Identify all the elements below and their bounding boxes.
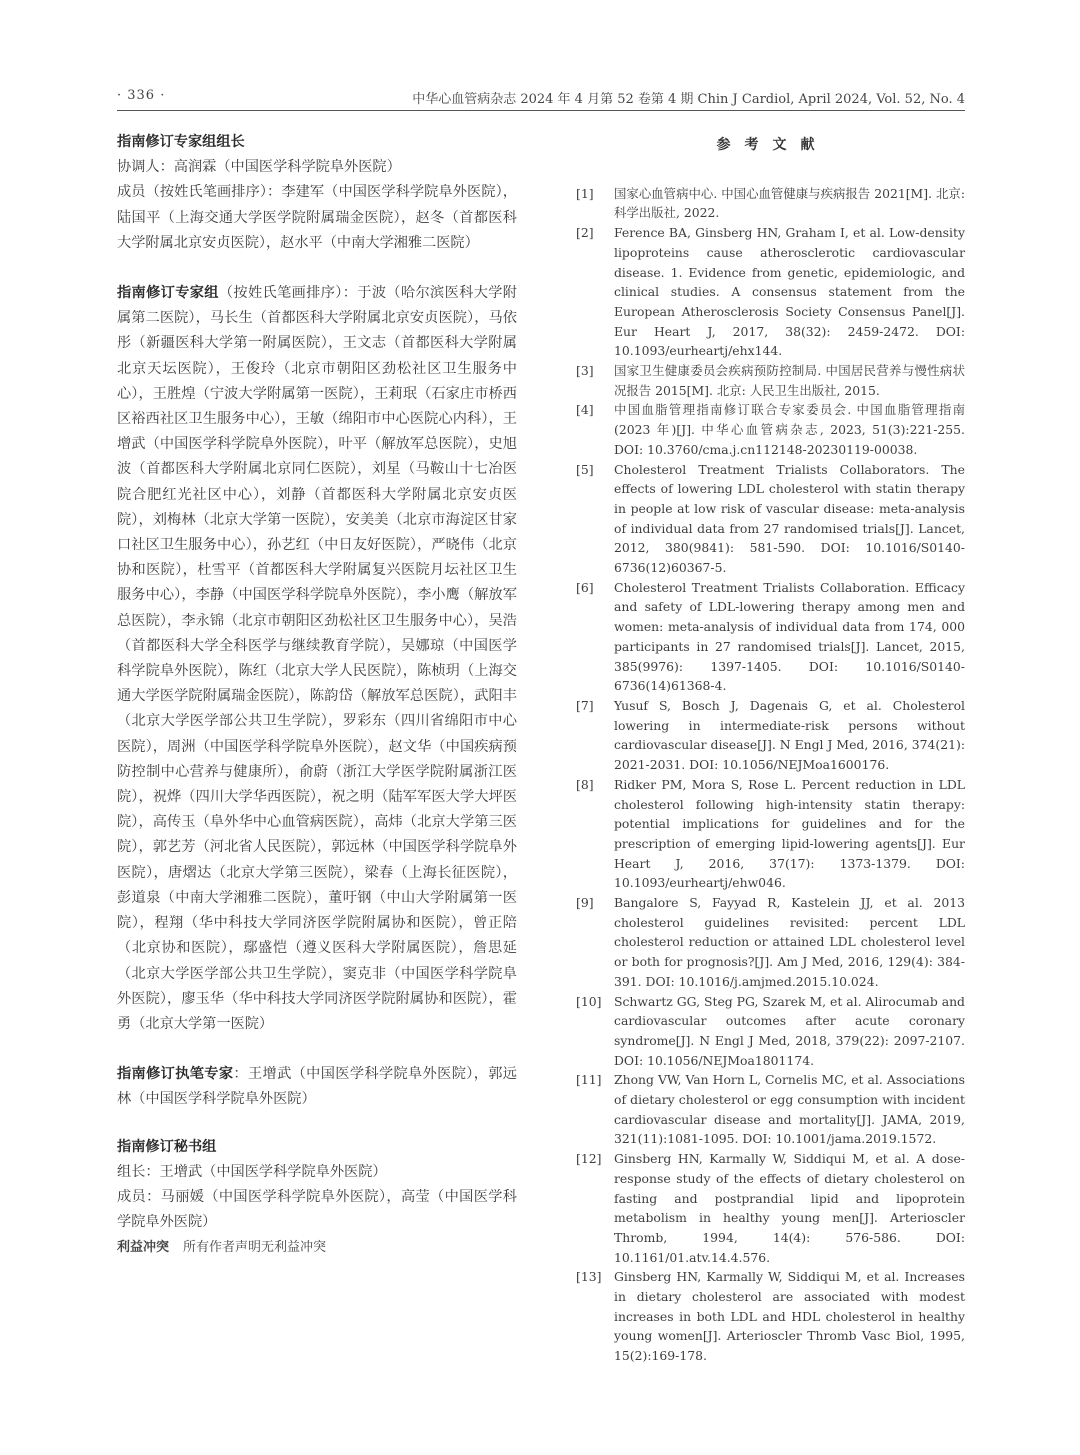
reference-text: Yusuf S, Bosch J, Dagenais G, et al. Cholesterol lowering in intermediate-risk persons without cardiovascular disease[J]. N Engl J Med, 2016, 374(21): 2021-2031. DOI: 10.1056/NEJMoa1600176. — [614, 697, 965, 773]
reference-number: [10] — [576, 993, 602, 1009]
writers-label: 指南修订执笔专家 — [117, 1066, 234, 1083]
reference-number: [5] — [576, 461, 594, 477]
reference-text: Schwartz GG, Steg PG, Szarek M, et al. Alirocumab and cardiovascular outcomes after acute coronary syndrome[J]. N Engl J Med, 2018, 379(22): 2097-2107. DOI: 10.1056/NEJMoa1801174. — [614, 993, 965, 1068]
writers — [117, 1062, 517, 1112]
reference-item — [566, 1267, 965, 1366]
expert-group-label: 指南修订专家组 — [117, 285, 219, 302]
reference-text: Cholesterol Treatment Trialists Collaboration. Efficacy and safety of LDL-lowering therapy among men and women: meta-analysis of individual data from 174, 000 participants in 27 randomised trials[J]. Lancet, 2015, 385(9976): 1397-1405. DOI: 10.1016/S0140-6736(14)61368-4. — [614, 579, 965, 694]
reference-item — [566, 696, 965, 775]
reference-item — [566, 1149, 965, 1267]
conflict-label: 利益冲突 — [117, 1240, 170, 1256]
group-leader-heading: 指南修订专家组组长 — [117, 134, 245, 150]
reference-item — [566, 223, 965, 361]
reference-text: 国家卫生健康委员会疾病预防控制局. 中国居民营养与慢性病状况报告 2015[M]. 北京: 人民卫生出版社, 2015. — [614, 363, 965, 398]
reference-number: [9] — [576, 895, 594, 911]
secretary-members: 成员：马丽媛（中国医学科学院阜外医院），高莹（中国医学科学院阜外医院） — [117, 1188, 517, 1231]
reference-item — [566, 893, 965, 992]
references-column — [566, 130, 965, 1366]
leader-members: 成员（按姓氏笔画排序）：李建军（中国医学科学院阜外医院），陆国平（上海交通大学医学院附属瑞金医院），赵冬（首都医科大学附属北京安贞医院），赵水平（中南大学湘雅二医院） — [117, 184, 517, 251]
reference-number: [7] — [576, 697, 594, 713]
reference-number: [2] — [576, 225, 594, 241]
reference-text: 国家心血管病中心. 中国心血管健康与疾病报告 2021[M]. 北京: 科学出版社, 2022. — [614, 185, 965, 221]
reference-text: Bangalore S, Fayyad R, Kastelein JJ, et al. 2013 cholesterol guidelines revisited: percent LDL cholesterol reduction or attained LDL cholesterol level or both for prognosis?[J]. Am J Med, 2016, 129(4): 384-391. DOI: 10.1016/j.amjmed.2015.10.024. — [614, 895, 965, 989]
coordinator: 协调人：高润霖（中国医学科学院阜外医院） — [117, 159, 401, 176]
reference-item — [566, 460, 965, 578]
reference-text: Ginsberg HN, Karmally W, Siddiqui M, et al. Increases in dietary cholesterol are associated with modest increases in both LDL and HDL cholesterol in healthy young women[J]. Arterioscler Thromb Vasc Biol, 1995, 15(2):169-178. — [614, 1269, 965, 1364]
reference-item — [566, 578, 965, 696]
reference-item — [566, 775, 965, 893]
reference-item — [566, 992, 965, 1071]
reference-number: [12] — [576, 1151, 602, 1167]
reference-number: [4] — [576, 402, 594, 418]
references-heading: 参考文献 — [716, 137, 829, 153]
reference-text: Zhong VW, Van Horn L, Cornelis MC, et al. Associations of dietary cholesterol or egg consumption with incident cardiovascular disease and mortality[J]. JAMA, 2019, 321(11):1081-1095. DOI: 10.1001/jama.2019.1572. — [614, 1072, 965, 1147]
reference-item — [566, 361, 965, 400]
expert-group — [117, 281, 517, 1037]
secretary-leader: 组长：王增武（中国医学科学院阜外医院） — [117, 1163, 387, 1180]
page-number: · 336 · — [117, 88, 166, 103]
reference-number: [8] — [576, 776, 594, 792]
reference-text: Ginsberg HN, Karmally W, Siddiqui M, et al. A dose-response study of the effects of dietary cholesterol on fasting and postprandial lipid and lipoprotein metabolism in healthy young men[J]. Arterioscler Thromb, 1994, 14(4): 576-586. DOI: 10.1161/01.atv.14.4.576. — [614, 1151, 965, 1265]
reference-number: [13] — [576, 1269, 602, 1285]
reference-item — [566, 184, 965, 223]
reference-number: [11] — [576, 1072, 602, 1088]
secretary-heading: 指南修订秘书组 — [117, 1138, 217, 1155]
reference-text: Ridker PM, Mora S, Rose L. Percent reduction in LDL cholesterol following high-intensity statin therapy: potential implications for guidelines and for the prescription of emerging lipid-lowering agents[J]. Eur Heart J, 2016, 37(17): 1373-1379. DOI: 10.1093/eurheartj/ehw046. — [614, 776, 965, 891]
reference-list — [566, 184, 965, 1366]
reference-number: [1] — [576, 185, 594, 201]
reference-number: [3] — [576, 363, 594, 379]
reference-item — [566, 1070, 965, 1149]
reference-number: [6] — [576, 579, 594, 595]
reference-text: Ference BA, Ginsberg HN, Graham I, et al. Low-density lipoproteins cause atherosclerotic cardiovascular disease. 1. Evidence from genetic, epidemiologic, and clinical studies. A consensus statement from the European Atherosclerosis Society Consensus Panel[J]. Eur Heart J, 2017, 38(32): 2459-2472. DOI: 10.1093/eurheartj/ehx144. — [614, 225, 965, 359]
header-divider — [117, 110, 965, 111]
reference-item — [566, 400, 965, 459]
reference-text: 中国血脂管理指南修订联合专家委员会. 中国血脂管理指南(2023 年)[J]. 中华心血管病杂志, 2023, 51(3):221-255. DOI: 10.3760/cma.j.cn112148-20230119-00038. — [614, 402, 965, 457]
page-header — [117, 86, 965, 110]
journal-citation: 中华心血管病杂志 2024 年 4 月第 52 卷第 4 期 Chin J Cardiol, April 2024, Vol. 52, No. 4 — [412, 92, 965, 107]
conflict-statement — [117, 1237, 517, 1259]
author-column — [117, 130, 517, 1259]
reference-text: Cholesterol Treatment Trialists Collaborators. The effects of lowering LDL cholesterol with statin therapy in people at low risk of vascular disease: meta-analysis of individual data from 27 randomised trials[J]. Lancet, 2012, 380(9841): 581-590. DOI: 10.1016/S0140-6736(12)60367-5. — [614, 461, 965, 576]
conflict-text: 所有作者声明无利益冲突 — [183, 1240, 327, 1256]
writers-list: ：王增武（中国医学科学院阜外医院），郭远林（中国医学科学院阜外医院） — [117, 1066, 517, 1108]
expert-group-list: （按姓氏笔画排序）：于波（哈尔滨医科大学附属第二医院），马长生（首都医科大学附属北京安贞医院），马依彤（新疆医科大学第一附属医院），王文志（首都医科大学附属北京天坛医院），王俊玲（北京市朝阳区劲松社区卫生服务中心），王胜煌（宁波大学附属第一医院），王莉珉（石家庄市桥西区裕西社区卫生服务中心），王敏（绵阳市中心医院心内科），王增武（中国医学科学院阜外医院），叶平（解放军总医院），史旭波（首都医科大学附属北京同仁医院），刘星（马鞍山十七冶医院合肥红光社区中心），刘静（首都医科大学附属北京安贞医院），刘梅林（北京大学第一医院），安美美（北京市海淀区甘家口社区卫生服务中心），孙艺红（中日友好医院），严晓伟（北京协和医院），杜雪平（首都医科大学附属复兴医院月坛社区卫生服务中心），李静（中国医学科学院阜外医院），李小鹰（解放军总医院），李永锦（北京市朝阳区劲松社区卫生服务中心），吴浩（首都医科大学全科医学与继续教育学院），吴娜琼（中国医学科学院阜外医院），陈红（北京大学人民医院），陈桢玥（上海交通大学医学院附属瑞金医院），陈韵岱（解放军总医院），武阳丰（北京大学医学部公共卫生学院），罗彩东（四川省绵阳市中心医院），周洲（中国医学科学院阜外医院），赵文华（中国疾病预防控制中心营养与健康所），俞蔚（浙江大学医学院附属浙江医院），祝烨（四川大学华西医院），祝之明（陆军军医大学大坪医院），高传玉（阜外华中心血管病医院），高炜（北京大学第三医院），郭艺芳（河北省人民医院），郭远林（中国医学科学院阜外医院），唐熠达（北京大学第三医院），梁春（上海长征医院），彭道泉（中南大学湘雅二医院），董吁钢（中山大学附属第一医院），程翔（华中科技大学同济医学院附属协和医院），曾正陪（北京协和医院），鄢盛恺（遵义医科大学附属医院），詹思延（北京大学医学部公共卫生学院），窦克非（中国医学科学院阜外医院），廖玉华（华中科技大学同济医学院附属协和医院），霍勇（北京大学第一医院） — [117, 285, 517, 1032]
